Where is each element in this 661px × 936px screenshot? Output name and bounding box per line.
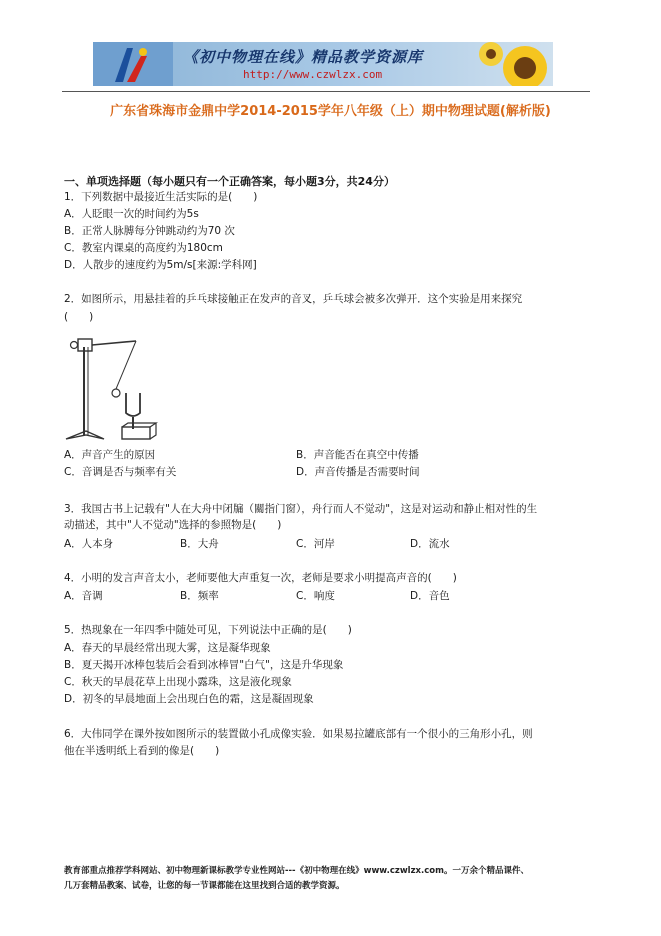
question-3-stem: 3．我国古书上记载有"人在大舟中闭牖（關指门窗），舟行而人不觉动"，这是对运动和静止相对性的生 [64, 503, 538, 515]
question-5-stem: 5．热现象在一年四季中随处可见，下列说法中正确的是( ) [64, 624, 352, 636]
question-3-stem-cont: 动描述，其中"人不觉动"选择的参照物是( ) [64, 519, 282, 531]
question-3-option-d: D．流水 [410, 538, 450, 550]
question-3-option-c: C．河岸 [296, 538, 335, 550]
question-4-option-b: B．频率 [180, 590, 219, 602]
sunflower-icon [463, 42, 553, 86]
question-2-option-b: B．声音能否在真空中传播 [296, 449, 419, 461]
banner-url: http://www.czwlzx.com [243, 68, 383, 81]
site-logo-icon [93, 42, 173, 86]
question-5-option-a: A．春天的早晨经常出现大雾，这是凝华现象 [64, 642, 271, 654]
question-3-option-b: B．大舟 [180, 538, 219, 550]
question-2-stem: 2．如图所示，用悬挂着的乒乓球接触正在发声的音叉，乒乓球会被多次弹开．这个实验是用来探究 [64, 293, 523, 305]
question-1-option-d: D．人散步的速度约为5m/s[来源:学科网] [64, 259, 257, 271]
question-1-option-a: A．人眨眼一次的时间约为5s [64, 208, 199, 220]
question-2-option-d: D．声音传播是否需要时间 [296, 466, 420, 478]
question-1-option-c: C．教室内课桌的高度约为180cm [64, 242, 223, 254]
footer-line-2: 几万套精品教案、试卷，让您的每一节课都能在这里找到合适的教学资源。 [64, 881, 345, 891]
question-1-stem: 1．下列数据中最接近生活实际的是( ) [64, 191, 258, 203]
question-2-option-c: C．音调是否与频率有关 [64, 466, 177, 478]
question-6-stem: 6．大伟同学在课外按如图所示的装置做小孔成像实验．如果易拉罐底部有一个很小的三角形小孔，则 [64, 728, 533, 740]
question-5-option-b: B．夏天揭开冰棒包装后会看到冰棒冒"白气"，这是升华现象 [64, 659, 344, 671]
question-4-stem: 4．小明的发言声音太小，老师要他大声重复一次，老师是要求小明提高声音的( ) [64, 572, 457, 584]
footer-line-1: 教育部重点推荐学科网站、初中物理新课标教学专业性网站---《初中物理在线》www.czwlzx.com。一万余个精品课件、 [64, 866, 529, 876]
question-2-stem-cont: ( ) [64, 311, 94, 323]
question-4-option-d: D．音色 [410, 590, 450, 602]
header-divider [62, 91, 590, 92]
question-6-stem-cont: 他在半透明纸上看到的像是( ) [64, 745, 220, 757]
question-2-option-a: A．声音产生的原因 [64, 449, 156, 461]
banner-title: 《初中物理在线》精品教学资源库 [183, 48, 424, 66]
tuning-fork-figure [64, 327, 164, 449]
header-banner [93, 42, 553, 86]
section-heading: 一、单项选择题（每小题只有一个正确答案，每小题3分，共24分） [64, 175, 395, 188]
question-3-option-a: A．人本身 [64, 538, 114, 550]
question-4-option-a: A．音调 [64, 590, 103, 602]
question-1-option-b: B．正常人脉膊每分钟跳动约为70 次 [64, 225, 235, 237]
question-4-option-c: C．响度 [296, 590, 335, 602]
question-5-option-c: C．秋天的早晨花草上出现小露珠，这是液化现象 [64, 676, 292, 688]
document-title: 广东省珠海市金鼎中学2014-2015学年八年级（上）期中物理试题(解析版) [110, 104, 551, 119]
question-5-option-d: D．初冬的早晨地面上会出现白色的霜，这是凝固现象 [64, 693, 314, 705]
